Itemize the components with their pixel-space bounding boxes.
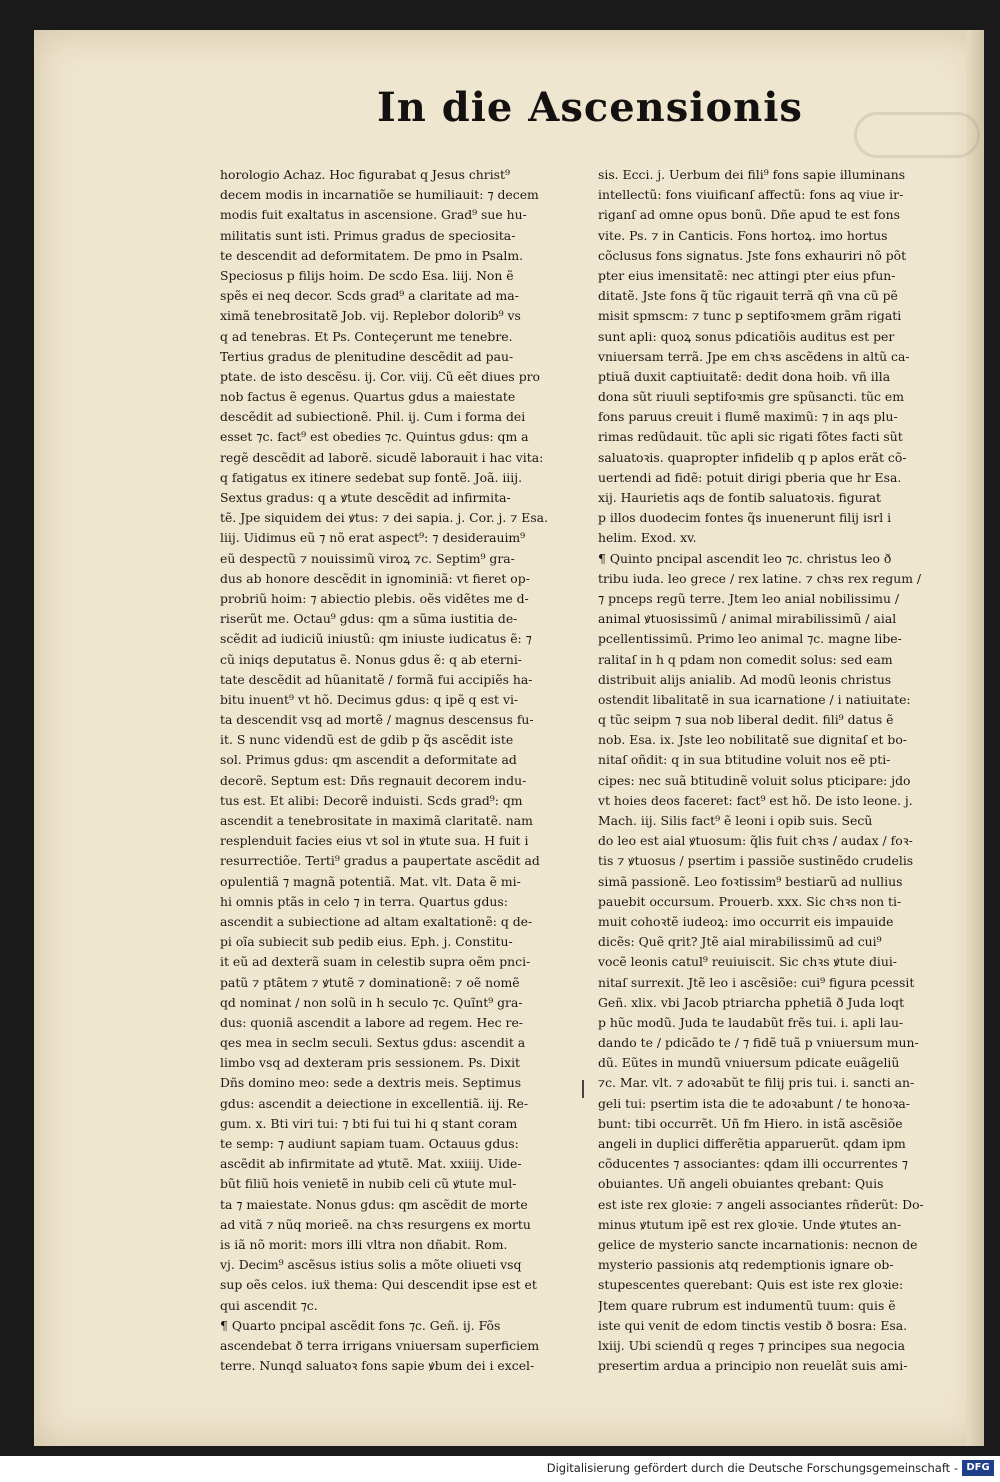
text-line: ta ⁊ maiestate. Nonus gdus: qm ascẽdit de morte (220, 1196, 528, 1212)
text-line: vocẽ leonis catul⁹ reuiuiscit. Sic chꝛs ꝟtute diui- (598, 954, 897, 970)
text-line: dona sũt riuuli septifoꝛmis gre spũsancti. tũc em (598, 389, 904, 405)
text-line: sup oẽs celos. iuẍ thema: Qui descendit ipse est et (220, 1277, 537, 1293)
text-line: Speciosus p filijs hoim. De scdo Esa. liij. Non ẽ (220, 267, 514, 283)
text-line: probriũ hoim: ⁊ abiectio plebis. oẽs vidẽtes me d- (220, 590, 529, 606)
text-line: Jtem quare rubrum est indumentũ tuum: quis ẽ (598, 1297, 896, 1313)
text-line: stupescentes querebant: Quis est iste rex gloꝛie: (598, 1277, 904, 1293)
text-line: te descendit ad deformitatem. De pmo in Psalm. (220, 247, 524, 263)
text-line: cipes: nec suã btitudinẽ voluit solus pticipare: jdo (598, 772, 911, 788)
text-line: animal ꝟtuosissimũ / animal mirabilissimũ / aial (598, 611, 897, 627)
text-line: tis ⁊ ꝟtuosus / psertim i passiõe sustinẽdo crudelis (598, 853, 914, 869)
dfg-logo: DFG (962, 1460, 994, 1476)
text-line: ptate. de isto descẽsu. ij. Cor. viij. Cũ eẽt diues pro (220, 368, 541, 384)
text-line: ditatẽ. Jste fons q̃ tũc rigauit terrã qñ vna cũ pẽ (598, 288, 898, 304)
footer-bar (0, 1456, 1000, 1482)
text-line: vt hoies deos faceret: fact⁹ est hõ. De isto leone. j. (598, 792, 913, 808)
text-line: decem modis in incarnatiõe se humiliauit: ⁊ decem (220, 187, 539, 203)
text-line: gdus: ascendit a deiectione in excellentiã. iij. Re- (220, 1095, 529, 1111)
text-line: minus ꝟtutum ipẽ est rex gloꝛie. Unde ꝟtutes an- (598, 1216, 902, 1232)
text-line: nitaſ oñdit: q in sua btitudine voluit nos eẽ pti- (598, 752, 891, 768)
text-line: ¶ Quarto pncipal ascẽdit fons ⁊c. Geñ. ij. Fõs (220, 1317, 501, 1333)
text-line: eũ despectũ ⁊ nouissimũ viroꝝ ⁊c. Septim⁹ gra- (220, 550, 515, 566)
text-line: Geñ. xlix. vbi Jacob ptriarcha pphetiã ð Juda loqt (598, 994, 905, 1010)
text-line: vite. Ps. ⁊ in Canticis. Fons hortoꝝ. imo hortus (598, 227, 888, 243)
text-line: terre. Nunqd saluatoꝛ fons sapie ꝟbum dei i excel- (220, 1358, 535, 1374)
text-line: esset ⁊c. fact⁹ est obedies ⁊c. Quintus gdus: qm a (220, 429, 529, 445)
running-head: In die Ascensionis (377, 84, 803, 131)
text-line: ⁊ pnceps regũ terre. Jtem leo anial nobilissimu / (598, 590, 900, 606)
text-line: dus ab honore descẽdit in ignominiã: vt fieret op- (220, 570, 530, 586)
text-line: ad vitã ⁊ nũq morieẽ. na chꝛs resurgens ex mortu (220, 1216, 531, 1232)
text-line: ralitaſ in h q pdam non comedit solus: sed eam (598, 651, 893, 667)
text-line: horologio Achaz. Hoc figurabat q Jesus christ⁹ (220, 167, 510, 182)
text-line: Dñs domino meo: sede a dextris meis. Septimus (220, 1075, 522, 1091)
text-line: modis fuit exaltatus in ascensione. Grad⁹ sue hu- (220, 207, 527, 223)
left-column (220, 165, 570, 1376)
text-line: riserũt me. Octau⁹ gdus: qm a sũma iustitia de- (220, 611, 518, 627)
text-line: it eũ ad dexterã suam in celestib supra oẽm pnci- (220, 954, 531, 970)
text-line: tus est. Et alibi: Decorẽ induisti. Scds grad⁹: qm (220, 792, 523, 808)
text-line: pi oĩa subiecit sub pedib eius. Eph. j. Constitu- (220, 934, 513, 950)
page-edge (966, 30, 984, 1446)
text-line: bũt filiũ hois venietẽ in nubib celi cũ ꝟtute mul- (220, 1176, 517, 1192)
text-line: geli tui: psertim ista die te adoꝛabunt / te honoꝛa- (598, 1095, 910, 1111)
text-line: nitaſ surrexit. Jtẽ leo i ascẽsiõe: cui⁹ figura pcessit (598, 974, 915, 990)
text-line: q fatigatus ex itinere sedebat sup fontẽ. Joã. iiij. (220, 469, 523, 485)
text-line: misit spmscm: ⁊ tunc p septifoꝛmem grãm rigati (598, 308, 902, 324)
text-line: tate descẽdit ad hũanitatẽ / formã fui accipiẽs ha- (220, 671, 533, 687)
text-line: dicẽs: Quẽ qrit? Jtẽ aial mirabilissimũ ad cui⁹ (598, 934, 882, 950)
text-line: qes mea in seclm seculi. Sextus gdus: ascendit a (220, 1035, 526, 1051)
text-line: qui ascendit ⁊c. (220, 1297, 318, 1313)
text-line: hi omnis ptãs in celo ⁊ in terra. Quartus gdus: (220, 893, 508, 909)
text-line: gelice de mysterio sancte incarnationis: necnon de (598, 1236, 918, 1252)
text-line: intellectũ: fons viuificanſ affectũ: fons aq viue ir- (598, 187, 904, 203)
text-line: est iste rex gloꝛie: ⁊ angeli associantes rñderũt: Do- (598, 1196, 924, 1212)
text-line: xij. Haurietis aqs de fontib saluatoꝛis. figurat (598, 490, 882, 505)
text-line: ⁊c. Mar. vlt. ⁊ adoꝛabũt te filij pris tui. i. sancti an- (598, 1075, 915, 1091)
text-line: sol. Primus gdus: qm ascendit a deformitate ad (220, 752, 517, 768)
text-line: dus: quoniã ascendit a labore ad regem. Hec re- (220, 1014, 523, 1030)
text-line: it. S nunc videndũ est de gdib p q̃s ascẽdit iste (220, 732, 514, 748)
text-line: is iã nõ morit: mors illi vltra non dñabit. Rom. (220, 1236, 508, 1252)
text-line: tẽ. Jpe siquidem dei ꝟtus: ⁊ dei sapia. j. Cor. j. ⁊ Esa. (220, 510, 549, 526)
text-line: opulentiã ⁊ magnã potentiã. Mat. vlt. Data ẽ mi- (220, 873, 521, 889)
text-line: ascendebat ð terra irrigans vniuersam superficiem (220, 1337, 540, 1353)
text-line: vniuersam terrã. Jpe em chꝛs ascẽdens in altũ ca- (598, 348, 910, 364)
text-line: nob factus ẽ egenus. Quartus gdus a maiestate (220, 389, 516, 405)
text-line: pauebit occursum. Prouerb. xxx. Sic chꝛs non ti- (598, 893, 902, 909)
text-line: resplenduit facies eius vt sol in ꝟtute sua. H fuit i (220, 833, 529, 849)
text-line: mysterio passionis atq redemptionis ignare ob- (598, 1257, 894, 1273)
text-line: helim. Exod. xv. (598, 530, 697, 546)
text-line: qd nominat / non solũ in h seculo ⁊c. Quĩnt⁹ gra- (220, 994, 523, 1010)
text-line: saluatoꝛis. quapropter infidelib q p aplos erãt cõ- (598, 449, 907, 465)
text-line: uertendi ad fidẽ: potuit dirigi pberia que hr Esa. (598, 469, 902, 485)
text-line: dando te / pdicãdo te / ⁊ fidẽ tuã p vniuersum mun- (598, 1035, 919, 1051)
text-line: resurrectiõe. Terti⁹ gradus a paupertate ascẽdit ad (220, 853, 540, 869)
text-line: cõclusus fons signatus. Jste fons exhauriri nõ põt (598, 247, 907, 263)
text-line: q ad tenebras. Et Ps. Conteçerunt me tenebre. (220, 328, 513, 344)
text-line: militatis sunt isti. Primus gradus de speciosita- (220, 227, 516, 243)
text-line: decorẽ. Septum est: Dñs regnauit decorem indu- (220, 772, 527, 788)
text-line: p illos duodecim fontes q̃s inuenerunt filij isrl i (598, 510, 892, 526)
text-line: tribu iuda. leo grece / rex latine. ⁊ chꝛs rex regum / (598, 570, 922, 586)
text-line: simã passionẽ. Leo foꝛtissim⁹ bestiarũ ad nullius (598, 873, 903, 889)
text-line: ximã tenebrositatẽ Job. vij. Replebor dolorib⁹ vs (220, 308, 521, 324)
text-line: pter eius imensitatẽ: nec attingi pter eius pfun- (598, 267, 896, 283)
text-line: riganſ ad omne opus bonũ. Dñe apud te est fons (598, 207, 900, 223)
text-line: ascendit a tenebrositate in maximã claritatẽ. nam (220, 813, 533, 828)
text-line: sunt apli: quoꝝ sonus pdicatiõis auditus est per (598, 328, 895, 344)
text-line: rimas redũdauit. tũc apli sic rigati fõtes facti sũt (598, 429, 903, 445)
text-line: angeli in duplici differẽtia apparuerũt. qdam ipm (598, 1136, 906, 1151)
text-line: bunt: tibi occurrẽt. Uñ fm Hiero. in istã ascẽsiõe (598, 1115, 903, 1131)
text-line: descẽdit ad subiectionẽ. Phil. ij. Cum i forma dei (220, 409, 526, 425)
text-line: pcellentissimũ. Primo leo animal ⁊c. magne libe- (598, 631, 902, 647)
text-line: lxiij. Ubi sciendũ q reges ⁊ principes sua negocia (598, 1337, 906, 1353)
text-line: obuiantes. Uñ angeli obuiantes qrebant: Quis (598, 1176, 884, 1192)
text-line: limbo vsq ad dexteram pris sessionem. Ps. Dixit (220, 1055, 521, 1071)
funding-credit: Digitalisierung gefördert durch die Deutsche Forschungsgemeinschaft - (546, 1461, 958, 1475)
text-line: iste qui venit de edom tinctis vestib ð bosra: Esa. (598, 1317, 908, 1333)
text-line: presertim ardua a principio non reuelãt suis ami- (598, 1358, 908, 1374)
text-line: nob. Esa. ix. Jste leo nobilitatẽ sue dignitaſ et bo- (598, 732, 907, 748)
text-line: ptiuã duxit captiuitatẽ: dedit dona hoib. vñ illa (598, 368, 891, 384)
text-line: cõducentes ⁊ associantes: qdam illi occurrentes ⁊ (598, 1156, 908, 1172)
text-line: muit cohoꝛtẽ iudeoꝝ: imo occurrit eis impauide (598, 913, 894, 929)
text-line: cũ iniqs deputatus ẽ. Nonus gdus ẽ: q ab eterni- (220, 651, 522, 667)
text-line: p hũc modũ. Juda te laudabũt frẽs tui. i. apli lau- (598, 1014, 904, 1030)
text-line: ascẽdit ab infirmitate ad ꝟtutẽ. Mat. xxiiij. Uide- (220, 1156, 522, 1172)
text-line: ta descendit vsq ad mortẽ / magnus descensus fu- (220, 712, 534, 728)
text-line: vj. Decim⁹ ascẽsus istius solis a mõte oliueti vsq (220, 1257, 522, 1273)
text-line: liij. Uidimus eũ ⁊ nõ erat aspect⁹: ⁊ desiderauim⁹ (220, 530, 526, 546)
text-line: ostendit libalitatẽ in sua icarnatione / i natiuitate: (598, 691, 911, 707)
text-line: scẽdit ad iudiciũ iniustũ: qm iniuste iudicatus ẽ: ⁊ (220, 631, 532, 647)
text-line: dũ. Eũtes in mundũ vniuersum pdicate euãgeliũ (598, 1055, 900, 1071)
text-line: Mach. iij. Silis fact⁹ ẽ leoni i opib suis. Secũ (598, 813, 873, 828)
text-line: spẽs ei neq decor. Scds grad⁹ a claritate ad ma- (220, 288, 519, 304)
text-line: fons paruus creuit i flumẽ maximũ: ⁊ in aqs plu- (598, 409, 898, 425)
margin-mark (582, 1080, 584, 1098)
text-line: gum. x. Bti viri tui: ⁊ bti fui tui hi q stant coram (220, 1115, 518, 1131)
text-line: Sextus gradus: q a ꝟtute descẽdit ad infirmita- (220, 490, 511, 505)
text-line: sis. Ecci. j. Uerbum dei fili⁹ fons sapie illuminans (598, 167, 906, 182)
text-line: patũ ⁊ ptãtem ⁊ ꝟtutẽ ⁊ dominationẽ: ⁊ oẽ nomẽ (220, 974, 520, 990)
text-line: ascendit a subiectione ad altam exaltationẽ: q de- (220, 913, 533, 929)
text-line: te semp: ⁊ audiunt sapiam tuam. Octauus gdus: (220, 1136, 519, 1151)
text-line: distribuit alijs anialib. Ad modũ leonis christus (598, 671, 892, 687)
text-line: do leo est aial ꝟtuosum: q̃lis fuit chꝛs / audax / foꝛ- (598, 833, 913, 849)
text-line: regẽ descẽdit ad laborẽ. sicudẽ laborauit i hac vita: (220, 449, 544, 465)
text-line: Tertius gradus de plenitudine descẽdit ad pau- (220, 348, 514, 364)
text-line: bitu inuent⁹ vt hõ. Decimus gdus: q ipẽ q est vi- (220, 691, 519, 707)
right-column (598, 165, 958, 1376)
text-line: ¶ Quinto pncipal ascendit leo ⁊c. christus leo ð (598, 550, 892, 566)
text-line: q tũc seipm ⁊ sua nob liberal dedit. fili⁹ datus ẽ (598, 712, 894, 728)
